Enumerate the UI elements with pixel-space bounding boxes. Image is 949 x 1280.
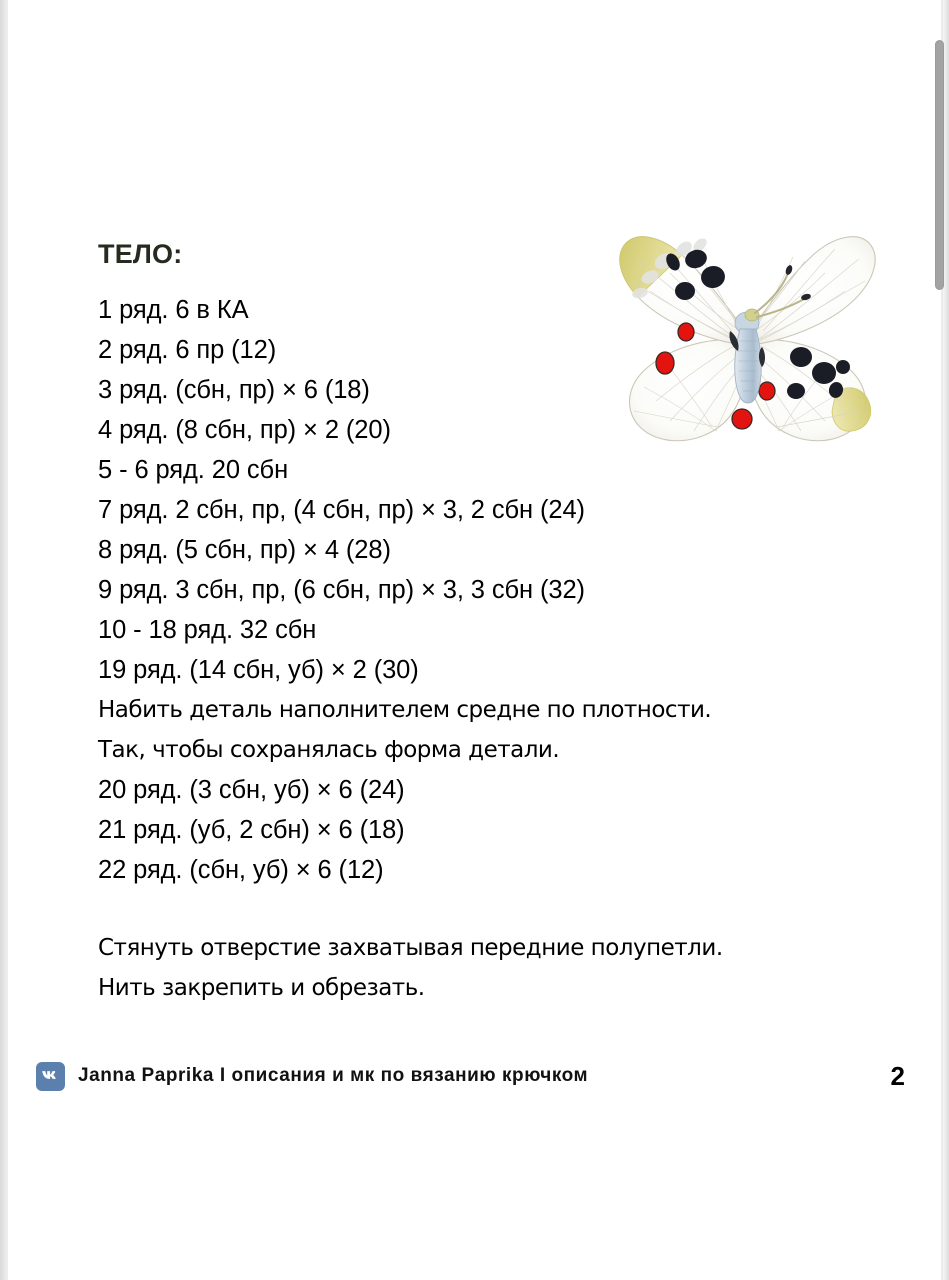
scrollbar-thumb[interactable]: [935, 40, 944, 290]
pattern-row: 4 ряд. (8 сбн, пр) × 2 (20): [98, 415, 391, 444]
pattern-row: 3 ряд. (сбн, пр) × 6 (18): [98, 375, 370, 404]
instruction-line: Так, чтобы сохранялась форма детали.: [98, 736, 560, 763]
viewer-left-gutter: [0, 0, 8, 1280]
pattern-row: 8 ряд. (5 сбн, пр) × 4 (28): [98, 535, 391, 564]
page-number: 2: [890, 1060, 905, 1091]
page-footer: [28, 1055, 919, 1097]
pattern-row: 5 - 6 ряд. 20 сбн: [98, 455, 289, 484]
pattern-row: 2 ряд. 6 пр (12): [98, 335, 277, 364]
section-title: ТЕЛО:: [98, 239, 183, 269]
pattern-row: 20 ряд. (3 сбн, уб) × 6 (24): [98, 775, 405, 804]
content-spacer: [98, 890, 898, 928]
pattern-row: 21 ряд. (уб, 2 сбн) × 6 (18): [98, 815, 405, 844]
closing-line: Стянуть отверстие захватывая передние полупетли.: [98, 934, 723, 961]
instruction-line: Набить деталь наполнителем средне по плотности.: [98, 696, 712, 723]
pattern-row: 10 - 18 ряд. 32 сбн: [98, 615, 317, 644]
footer-credit-text: Janna Paprika I описания и мк по вязанию крючком: [78, 1065, 589, 1086]
pattern-row: 1 ряд. 6 в КА: [98, 295, 249, 324]
vk-icon: [36, 1062, 65, 1091]
pattern-row: 7 ряд. 2 сбн, пр, (4 сбн, пр) × 3, 2 сбн (24): [98, 495, 585, 524]
pattern-row: 19 ряд. (14 сбн, уб) × 2 (30): [98, 655, 419, 684]
closing-line: Нить закрепить и обрезать.: [98, 974, 425, 1001]
apollo-butterfly-illustration: [600, 215, 895, 470]
pattern-row: 9 ряд. 3 сбн, пр, (6 сбн, пр) × 3, 3 сбн (32): [98, 575, 585, 604]
closing-instructions: [98, 928, 898, 1008]
pattern-row: 22 ряд. (сбн, уб) × 6 (12): [98, 855, 384, 884]
